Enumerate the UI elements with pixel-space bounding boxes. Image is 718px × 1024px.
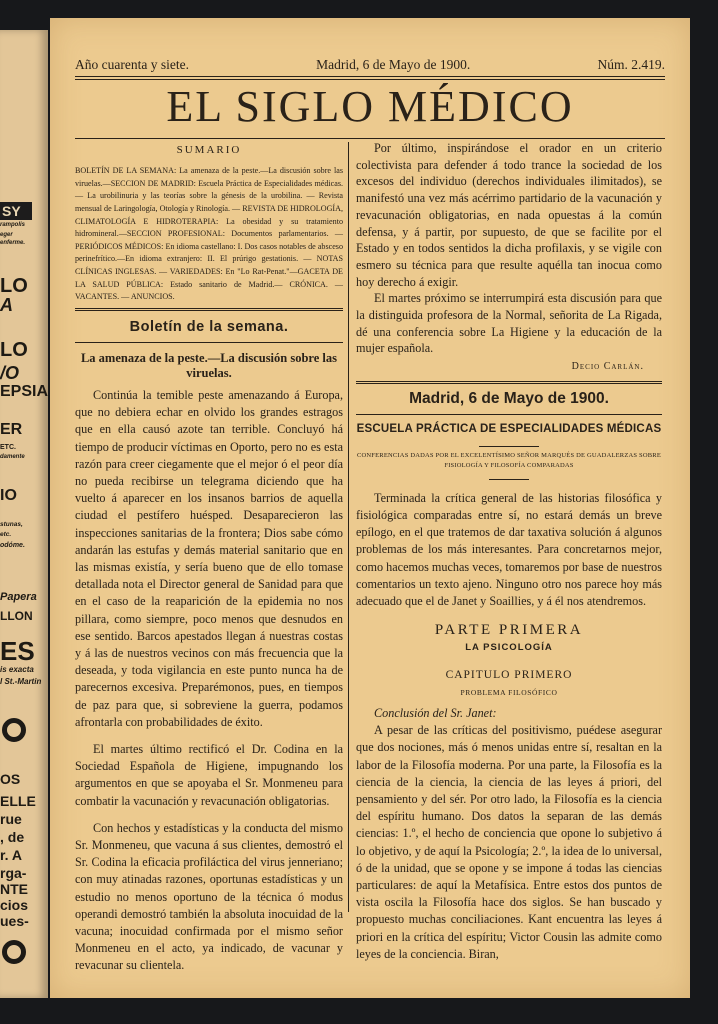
paragraph: Por último, inspirándose el orador en un criterio colectivista para defender á todo trance la sociedad de los excesos del individuo (derechos individuales ilimitados), se manifestó una vez más acérrimo partidario de la vacunación y revacunación obligatorias, en nada opuestas á la común defensa, y á partir, por supuesto, de que se facilite por el Estado y en todos sentidos la dicha profilaxis, y se vigile con esmero su técnica para que resulte aquélla tan inocua como hoy derecho á exigir. [356,141,662,289]
ad-fragment: enferme. [0,240,26,246]
ad-fragment: eger [0,232,13,238]
ad-fragment: l St.-Martin [0,677,42,686]
right-column [356,134,662,963]
paragraph: A pesar de las críticas del positivismo, puédese asegurar que dos nociones, más ó menos unidas entre sí, resaltan en la labor de la Filosofía moderna. Por una parte, la Filosofía es la ciencia de la ciencia, la ciencia de las leyes á priori, del pensamiento y del sér. Por otro lado, la Filosofía es la ciencia del espíritu humano. Dos datos la separan de las demás ciencias: 1.º, el hecho de conciencia que opone lo subjetivo á lo objetivo, y de aquí la Psicología; 2.º, la idea de lo universal, ó de la unidad, que se opone y se impone á todas las ciencias particulares: de aquí la Metafísica. Entre estos dos puntos de vista oscila la Filosofía hace dos siglos. Se han buscado y propuesto muchas conciliaciones. Kant encuentra las leyes á priori en la crítica del espíritu; Victor Cousin las admite como leyes de la conciencia. Biran, [356,723,662,961]
ad-fragment: OS [0,771,21,787]
paragraph: Con hechos y estadísticas y la conducta del mismo Sr. Monmeneu, que vacuna á sus clientes, demostró el Sr. Codina la eficacia profiláctica del virus jenneriano; con muy atinadas razones, oportunas estadísticas y un estudio no menos oportuno de la técnica ó modus operandi demostró también la absoluta inocuidad de la vacuna; inocuidad confirmada por el mismo señor Monmeneu en el acto, ya indicado, de vacunar y revacunar su clientela. [75,820,343,973]
ad-fragment: ETC. [0,444,16,451]
ad-fragment: etc. [0,531,12,538]
left-column [75,138,343,975]
ad-fragment: rampolis [0,222,26,228]
ad-fragment: r. A [0,847,23,863]
conclusion-label: Conclusión del Sr. Janet: [374,705,497,720]
ad-fragment: ues- [0,913,29,929]
sumario-text: BOLETÍN DE LA SEMANA: La amenaza de la peste.—La discusión sobre las viruelas.—SECCION DE MADRID: Escuela Práctica de Especialidades médicas. — La urobilinuria y las teorías sobre la génesis de la urobilina. — Revista mensual de Laringología, Otología y Rinología. — REVISTA DE HIDROLOGÍA, CLIMATOLOGÍA E HIDROTERAPIA: La obesidad y su tratamiento hidromineral.—SECCION PROFESIONAL: Documentos parlamentarios. — PERIÓDICOS MÉDICOS: En idioma castellano: I. Dos casos notables de absceso perinefrítico.—En idioma extranjero: II. El prúrigo gestationis. — NOTAS CLÍNICAS INGLESAS. — VARIEDADES: En "Lo Rat-Penat."—GACETA DE LA SALUD PÚBLICA: Estado sanitario de Madrid.— CRÓNICA. — VACANTES. — ANUNCIOS. [75,166,343,302]
newspaper-title: EL SIGLO MÉDICO [166,82,574,131]
left-adjacent-page [0,30,48,998]
problema-heading: PROBLEMA FILOSÓFICO [460,687,558,697]
ad-fragment: A [0,295,13,315]
signature: Decio Carlán. [571,361,644,373]
ad-fragment: is exacta [0,665,34,674]
ring-logo-icon [2,940,26,964]
ad-fragment: IO [0,487,17,504]
divider [356,381,662,384]
ad-fragment: cios [0,897,29,913]
paragraph: Terminada la crítica general de las historias filosófica y fisiológica comparadas entre sí, no estará demás un breve epílogo, en el que tratemos de dar taxativa solución á algunos problemas de los más interesantes. Para concretarnos mejor, como hacemos muchas veces, tomaremos por base de nuestros comentarios un texto ajeno. Ninguno otro nos parece hoy más adecuado que el de Janet y Soaillies, y á él nos atendremos. [356,490,662,608]
ad-fragment: ELLE [0,793,36,809]
newspaper-page [50,18,690,998]
ad-fragment: Papera [0,591,37,603]
ad-fragment: ER [0,421,23,438]
conferencias-subheading: CONFERENCIAS DADAS POR EL EXCELENTÍSIMO SEÑOR MARQUÉS DE GUADALERZAS SOBRE FISIOLOGÍA Y FILOSOFÍA COMPARADAS [356,451,661,469]
psicologia-heading: LA PSICOLOGÍA [465,642,553,654]
divider [356,414,662,415]
escuela-heading: ESCUELA PRÁCTICA DE ESPECIALIDADES MÉDICAS [356,422,662,435]
ad-fragment: ES [0,636,35,666]
issue-number: Núm. 2.419. [597,57,665,72]
divider [489,479,529,480]
year-label: Año cuarenta y siete. [75,57,189,72]
issue-date: Madrid, 6 de Mayo de 1900. [316,57,471,72]
ad-fragment: , de [0,829,25,845]
ad-fragment: NTE [0,881,28,897]
ad-fragment: rue [0,811,22,827]
divider [75,308,343,311]
ad-fragment: LLON [0,609,33,623]
paragraph: El martes último rectificó el Dr. Codina en la Sociedad Española de Higiene, impugnando los argumentos en que se apoyaba el Sr. Monmeneu para combatir la vacunación y revacunación obligatorias. [75,742,343,808]
divider [75,79,665,80]
masthead-row [75,56,665,74]
ad-fragment: LO [0,339,28,361]
ad-fragment: odóme. [0,542,25,549]
paragraph: Continúa la temible peste amenazando á Europa, que no debiera echar en olvido los grandes estragos que en ella causó azote tan terrible. Concluyó há tiempo de producir víctimas en Oporto, pero no es esta razón para creer ciegamente que el mejor ó el peor día no pueda recibirse un telegrama diciendo que ha vuelto á aparecer en los insanos barrios de aquella ciudad el pestífero huésped. Desaparecieron las inspecciones sanitarias de la frontera; Dios sabe cómo andarán las estufas y demás material sanitario que en las mismas existía, y sería bueno que de ello tomase detallada nota el Director general de Sanidad para que en el caso de la reaparición de la epidemia no nos pillara, como siempre, poco menos que desnudos en ese sentido. Barcos apestados llegan á nuestras costas y á las de nuestros vecinos con más frecuencia que la deseada, y toda vigilancia en este punto nunca ha de parecernos excesiva. Preparémonos, pues, en tiempos de paz para que, si sobreviene la guerra, podamos afrontarla con probabilidades de éxito. [75,387,343,729]
ad-fragment: SY [0,202,32,220]
boletin-heading: Boletín de la semana. [129,318,289,335]
boletin-subheading: La amenaza de la peste.—La discusión sobre las viruelas. [80,350,338,380]
capitulo-heading: CAPITULO PRIMERO [445,668,573,681]
ad-fragment: rga- [0,865,27,881]
ad-fragment: damente [0,454,25,460]
divider [75,76,665,77]
ad-fragment: stunas, [0,521,23,528]
divider [75,342,343,343]
paragraph: El martes próximo se interrumpirá esta discusión para que la distinguida profesora de la Normal, señorita de La Rigada, dé una conferencia sobre La Higiene y la educación de la mujer española. [356,291,662,356]
ad-fragment: /O [0,363,20,383]
parte-heading: PARTE PRIMERA [434,622,584,639]
ad-fragment: EPSIA [0,383,49,400]
column-divider [348,142,349,912]
sumario-heading: SUMARIO [176,144,242,156]
ring-logo-icon [2,718,26,742]
date-heading: Madrid, 6 de Mayo de 1900. [409,390,609,408]
divider [479,446,539,447]
ad-fragment: LO [0,275,28,297]
